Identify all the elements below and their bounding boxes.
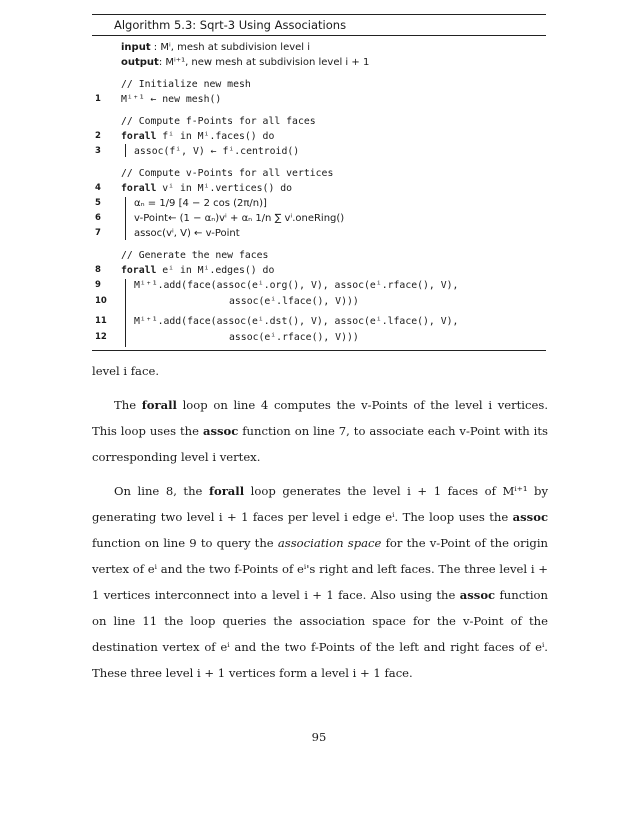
code-line-2 (92, 129, 546, 144)
paragraph-forall-vertices: The forall loop on line 4 computes the v-Points of the level i vertices. This loop uses the assoc function on line 7, to associate each v-Point with its corresponding level i vertex. (92, 398, 549, 464)
code-line-8 (92, 263, 546, 278)
code-line-11 (92, 314, 546, 330)
line-number: 10 (95, 296, 107, 306)
input-line (92, 40, 546, 55)
comment-line (92, 248, 546, 263)
algorithm-caption: Algorithm 5.3: Sqrt-3 Using Associations (114, 18, 347, 32)
code-text: v-Point← (1 − αₙ)vⁱ + αₙ 1/n ∑ vⁱ.oneRing() (134, 213, 345, 224)
code-line-5 (92, 196, 546, 211)
code-text: assoc(eⁱ.lface(), V))) (229, 296, 359, 307)
line-number: 1 (95, 94, 101, 104)
line-number: 2 (95, 131, 101, 141)
output-keyword: output (121, 57, 159, 68)
comment-line (92, 166, 546, 181)
code-line-9 (92, 278, 546, 294)
line-number: 9 (95, 280, 101, 290)
code-line-10 (92, 294, 546, 310)
forall-keyword: forall (121, 183, 157, 194)
code-line-4 (92, 181, 546, 196)
block-bar (125, 144, 126, 157)
body-text (92, 358, 548, 686)
code-line-1 (92, 92, 546, 107)
code-text: assoc(eⁱ.rface(), V))) (229, 332, 359, 343)
comment-text: // Generate the new faces (121, 250, 269, 261)
algorithm-box (92, 14, 546, 351)
code-line-12 (92, 330, 546, 346)
code-text: Mⁱ⁺¹.add(face(assoc(eⁱ.dst(), V), assoc(eⁱ.lface(), V), (134, 316, 459, 327)
line-number: 8 (95, 265, 101, 275)
code-text: Mⁱ⁺¹.add(face(assoc(eⁱ.org(), V), assoc(eⁱ.rface(), V), (134, 280, 459, 291)
output-line (92, 55, 546, 70)
input-text: : Mⁱ, mesh at subdivision level i (150, 42, 311, 53)
comment-text: // Compute f-Points for all faces (121, 116, 316, 127)
page-number: 95 (311, 730, 327, 744)
line-number: 3 (95, 146, 101, 156)
input-keyword: input (121, 42, 151, 53)
comment-text: // Compute v-Points for all vertices (121, 168, 334, 179)
code-text: Mⁱ⁺¹ ← new mesh() (121, 94, 222, 105)
comment-line (92, 77, 546, 92)
comment-line (92, 114, 546, 129)
code-text: assoc(vⁱ, V) ← v-Point (134, 228, 240, 239)
forall-keyword: forall (121, 131, 157, 142)
comment-text: // Initialize new mesh (121, 79, 251, 90)
line-number: 12 (95, 332, 107, 342)
paragraph-continuation: level i face. (92, 364, 160, 378)
code-line-6 (92, 211, 546, 226)
code-text: eⁱ in Mⁱ.edges() do (156, 265, 275, 276)
code-text: assoc(fⁱ, V) ← fⁱ.centroid() (134, 146, 300, 157)
forall-keyword: forall (121, 265, 157, 276)
line-number: 6 (95, 213, 101, 223)
line-number: 11 (95, 316, 107, 326)
code-line-7 (92, 226, 546, 241)
code-text: fⁱ in Mⁱ.faces() do (156, 131, 275, 142)
bottom-rule (92, 350, 546, 351)
line-number: 5 (95, 198, 101, 208)
code-line-3 (92, 144, 546, 159)
paragraph-forall-edges: On line 8, the forall loop generates the level i + 1 faces of Mⁱ⁺¹ by generating two level i + 1 faces per level i edge eⁱ. The loop uses the assoc function on line 9 to query the association space for the v-Point of the origin vertex of eⁱ and the two f-Points of eⁱ's right and left faces. The three level i + 1 vertices interconnect into a level i + 1 face. Also using the assoc function on line 11 the loop queries the association space for the v-Point of the destination vertex of eⁱ and the two f-Points of the left and right faces of eⁱ. These three level i + 1 vertices form a level i + 1 face. (92, 484, 549, 680)
code-text: vⁱ in Mⁱ.vertices() do (156, 183, 293, 194)
output-text: : Mⁱ⁺¹, new mesh at subdivision level i + 1 (158, 57, 370, 68)
line-number: 7 (95, 228, 101, 238)
line-number: 4 (95, 183, 101, 193)
code-text: αₙ = 1/9 [4 − 2 cos (2π/n)] (134, 198, 267, 209)
